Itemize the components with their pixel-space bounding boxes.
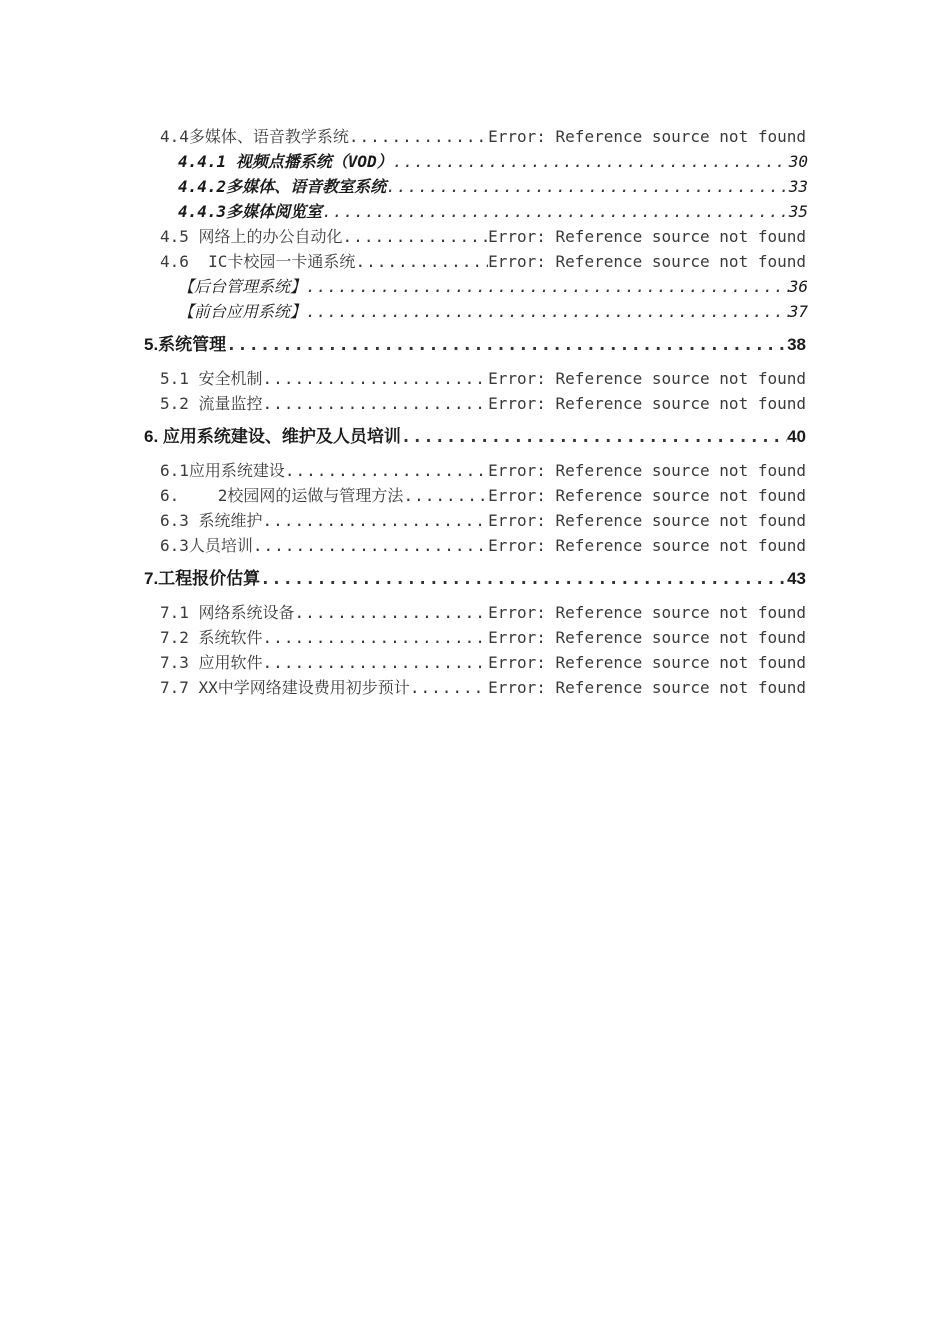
toc-entry[interactable] <box>160 249 806 274</box>
toc-entry[interactable] <box>178 299 808 324</box>
toc-leader-dots <box>306 299 789 324</box>
toc-entry-title: 6. 2校园网的运做与管理方法 <box>160 486 404 505</box>
toc-entry-title: 【后台管理系统】 <box>178 277 307 296</box>
toc-entry-page: 43 <box>787 569 806 588</box>
toc-entry-page: 38 <box>787 335 806 354</box>
toc-entry-title: 5.系统管理 <box>144 335 227 354</box>
toc-entry-page: Error: Reference source not found <box>488 678 806 697</box>
toc-entry[interactable] <box>178 199 808 224</box>
toc-entry-page: Error: Reference source not found <box>488 127 806 146</box>
toc-leader-dots <box>349 124 488 149</box>
toc-entry-page: Error: Reference source not found <box>488 603 806 622</box>
toc-entry[interactable] <box>178 174 808 199</box>
toc-leader-dots <box>253 533 488 558</box>
toc-entry-title: 7.3 应用软件 <box>160 653 263 672</box>
toc-leader-dots <box>403 483 488 508</box>
toc-leader-dots <box>322 199 789 224</box>
toc-leader-dots <box>263 366 489 391</box>
toc-leader-dots <box>355 249 488 274</box>
toc-leader-dots <box>285 458 488 483</box>
toc-entry-page: Error: Reference source not found <box>488 653 806 672</box>
toc-entry[interactable] <box>160 366 806 391</box>
toc-entry-page: Error: Reference source not found <box>488 536 806 555</box>
toc-entry-page: 37 <box>788 302 808 321</box>
toc-entry-title: 4.4.1 视频点播系统（VOD） <box>178 152 393 171</box>
toc-entry-page: Error: Reference source not found <box>488 369 806 388</box>
toc-entry-title: 6.1应用系统建设 <box>160 461 285 480</box>
toc-entry-title: 4.4.2多媒体、语音教室系统 <box>178 177 387 196</box>
toc-entry[interactable] <box>160 625 806 650</box>
toc-entry-title: 6. 应用系统建设、维护及人员培训 <box>144 427 401 446</box>
toc-entry-title: 【前台应用系统】 <box>178 302 307 321</box>
toc-entry[interactable] <box>160 650 806 675</box>
toc-leader-dots <box>263 508 489 533</box>
toc-entry-title: 6.3人员培训 <box>160 536 253 555</box>
toc-entry[interactable] <box>160 675 806 700</box>
toc-entry-page: Error: Reference source not found <box>488 461 806 480</box>
toc-leader-dots <box>343 224 489 249</box>
toc-entry-title: 7.工程报价估算 <box>144 569 261 588</box>
toc-leader-dots <box>401 424 787 450</box>
toc-leader-dots <box>260 566 787 592</box>
toc-entry-title: 5.2 流量监控 <box>160 394 263 413</box>
toc-entry[interactable] <box>160 224 806 249</box>
toc-entry-page: 33 <box>788 177 808 196</box>
toc-entry[interactable] <box>160 458 806 483</box>
toc-entry[interactable] <box>160 483 806 508</box>
toc-entry[interactable] <box>160 533 806 558</box>
toc-entry-page: 35 <box>788 202 808 221</box>
toc-entry-title: 7.7 XX中学网络建设费用初步预计 <box>160 678 410 697</box>
toc-chapter-entry[interactable] <box>144 566 806 592</box>
toc-leader-dots <box>306 274 789 299</box>
toc-leader-dots <box>295 600 489 625</box>
toc-entry-title: 7.2 系统软件 <box>160 628 263 647</box>
toc-leader-dots <box>263 391 489 416</box>
toc-leader-dots <box>410 675 488 700</box>
toc-entry-title: 4.6 IC卡校园一卡通系统 <box>160 252 356 271</box>
toc-entry-page: Error: Reference source not found <box>488 227 806 246</box>
toc-entry-title: 5.1 安全机制 <box>160 369 263 388</box>
toc-leader-dots <box>386 174 789 199</box>
toc-entry[interactable] <box>160 124 806 149</box>
toc-entry[interactable] <box>178 274 808 299</box>
toc-entry-page: 36 <box>788 277 808 296</box>
toc-leader-dots <box>263 650 489 675</box>
toc-entry-title: 4.5 网络上的办公自动化 <box>160 227 343 246</box>
toc-entry-title: 6.3 系统维护 <box>160 511 263 530</box>
table-of-contents <box>0 124 950 700</box>
toc-leader-dots <box>263 625 489 650</box>
toc-entry-page: Error: Reference source not found <box>488 394 806 413</box>
toc-entry[interactable] <box>160 508 806 533</box>
toc-chapter-entry[interactable] <box>144 424 806 450</box>
toc-entry[interactable] <box>160 391 806 416</box>
toc-entry-title: 7.1 网络系统设备 <box>160 603 295 622</box>
toc-entry-page: Error: Reference source not found <box>488 486 806 505</box>
toc-entry-title: 4.4.3多媒体阅览室 <box>178 202 323 221</box>
toc-entry[interactable] <box>178 149 808 174</box>
toc-entry-page: Error: Reference source not found <box>488 511 806 530</box>
toc-entry-page: Error: Reference source not found <box>488 252 806 271</box>
toc-leader-dots <box>226 332 787 358</box>
toc-entry-title: 4.4多媒体、语音教学系统 <box>160 127 349 146</box>
toc-entry[interactable] <box>160 600 806 625</box>
toc-chapter-entry[interactable] <box>144 332 806 358</box>
toc-entry-page: 30 <box>788 152 808 171</box>
toc-leader-dots <box>393 149 789 174</box>
toc-entry-page: Error: Reference source not found <box>488 628 806 647</box>
toc-entry-page: 40 <box>787 427 806 446</box>
